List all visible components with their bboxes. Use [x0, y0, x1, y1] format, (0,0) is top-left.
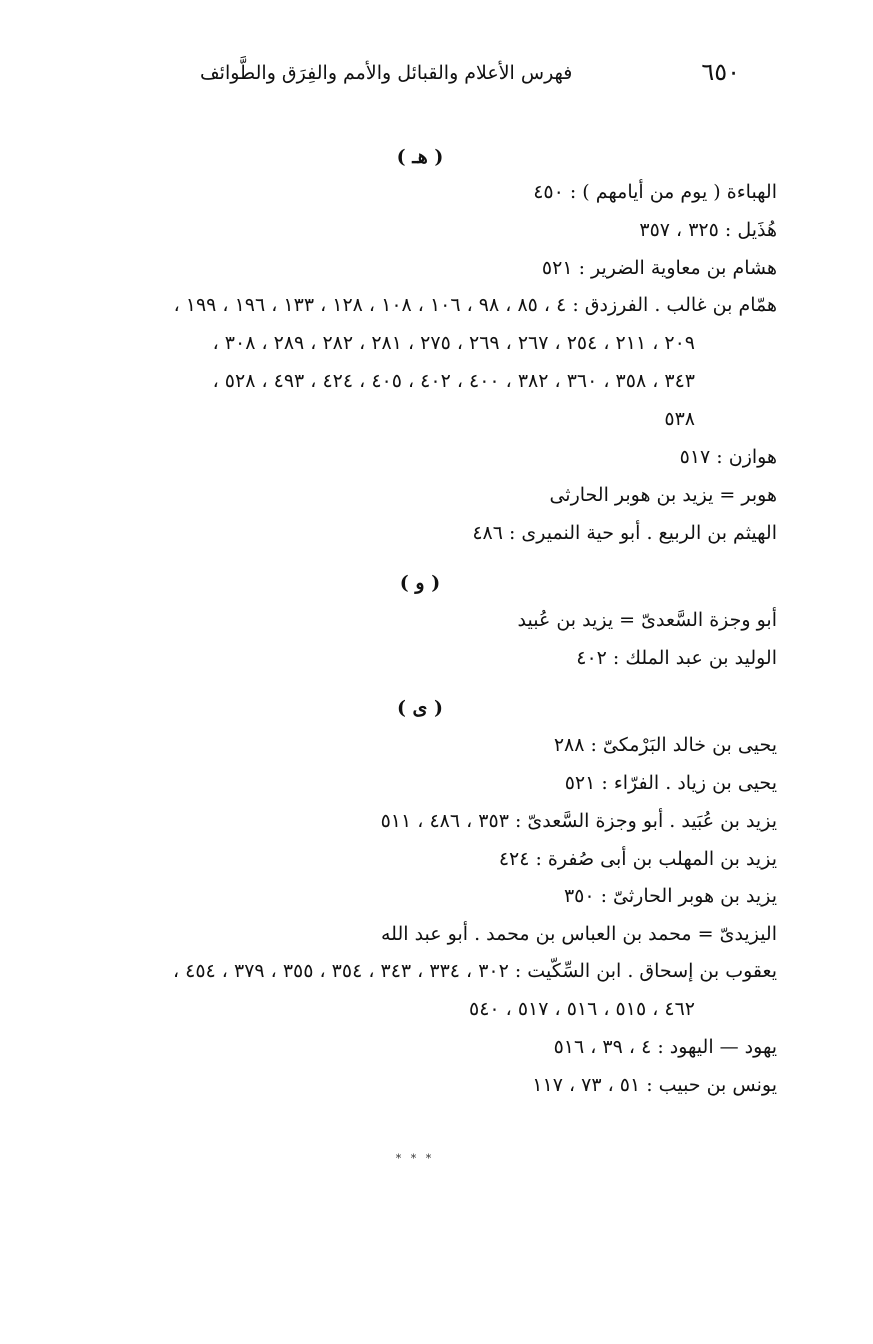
index-entry-continuation: ٣٤٣ ، ٣٥٨ ، ٣٦٠ ، ٣٨٢ ، ٤٠٠ ، ٤٠٢ ، ٤٠٥ ، ٤٢٤ ، ٤٩٣ ، ٥٢٨ ، [212, 370, 695, 392]
index-entry: هوازن : ٥١٧ [679, 446, 777, 468]
end-mark: * * * [395, 1152, 435, 1165]
index-entry: الوليد بن عبد الملك : ٤٠٢ [576, 647, 777, 669]
section-heading-waw: ( و ) [399, 572, 441, 594]
index-entry: هوبر = يزيد بن هوبر الحارثى [549, 484, 777, 506]
index-entry: يهود — اليهود : ٤ ، ٣٩ ، ٥١٦ [553, 1036, 777, 1058]
index-entry: هُذَيل : ٣٢٥ ، ٣٥٧ [639, 219, 777, 241]
index-entry: الهباءة ( يوم من أيامهم ) : ٤٥٠ [533, 181, 777, 203]
index-entry: همّام بن غالب . الفرزدق : ٤ ، ٨٥ ، ٩٨ ، ١٠٦ ، ١٠٨ ، ١٢٨ ، ١٣٣ ، ١٩٦ ، ١٩٩ ، [173, 294, 777, 316]
index-entry-continuation: ٢٠٩ ، ٢١١ ، ٢٥٤ ، ٢٦٧ ، ٢٦٩ ، ٢٧٥ ، ٢٨١ ، ٢٨٢ ، ٢٨٩ ، ٣٠٨ ، [212, 332, 695, 354]
index-entry: يزيد بن هوبر الحارثىّ : ٣٥٠ [563, 885, 777, 907]
index-entry: يعقوب بن إسحاق . ابن السِّكّيت : ٣٠٢ ، ٣٣٤ ، ٣٤٣ ، ٣٥٤ ، ٣٥٥ ، ٣٧٩ ، ٤٥٤ ، [172, 960, 777, 982]
index-entry: هشام بن معاوية الضرير : ٥٢١ [541, 257, 777, 279]
section-heading-ya: ( ى ) [396, 697, 444, 719]
index-entry-continuation: ٤٦٢ ، ٥١٥ ، ٥١٦ ، ٥١٧ ، ٥٤٠ [469, 998, 695, 1020]
index-entry-continuation: ٥٣٨ [664, 408, 695, 430]
index-entry: اليزيدىّ = محمد بن العباس بن محمد . أبو عبد الله [381, 923, 777, 945]
index-entry: يزيد بن عُبَيد . أبو وجزة السَّعدىّ : ٣٥٣ ، ٤٨٦ ، ٥١١ [380, 810, 777, 832]
index-entry: الهيثم بن الربيع . أبو حية النميرى : ٤٨٦ [472, 522, 777, 544]
index-entry: يونس بن حبيب : ٥١ ، ٧٣ ، ١١٧ [532, 1074, 777, 1096]
index-entry: يحيى بن زياد . الفرّاء : ٥٢١ [564, 772, 777, 794]
index-entry: يحيى بن خالد البَرْمكىّ : ٢٨٨ [553, 734, 777, 756]
index-entry: أبو وجزة السَّعدىّ = يزيد بن عُبيد [517, 609, 777, 631]
index-entry: يزيد بن المهلب بن أبى صُفرة : ٤٢٤ [498, 848, 777, 870]
section-heading-ha: ( هـ ) [396, 146, 444, 168]
page-header [200, 58, 740, 90]
page-number: ٦٥٠ [701, 58, 740, 86]
running-title: فهرس الأعلام والقبائل والأمم والفِرَق والطَّوائف [200, 62, 573, 84]
